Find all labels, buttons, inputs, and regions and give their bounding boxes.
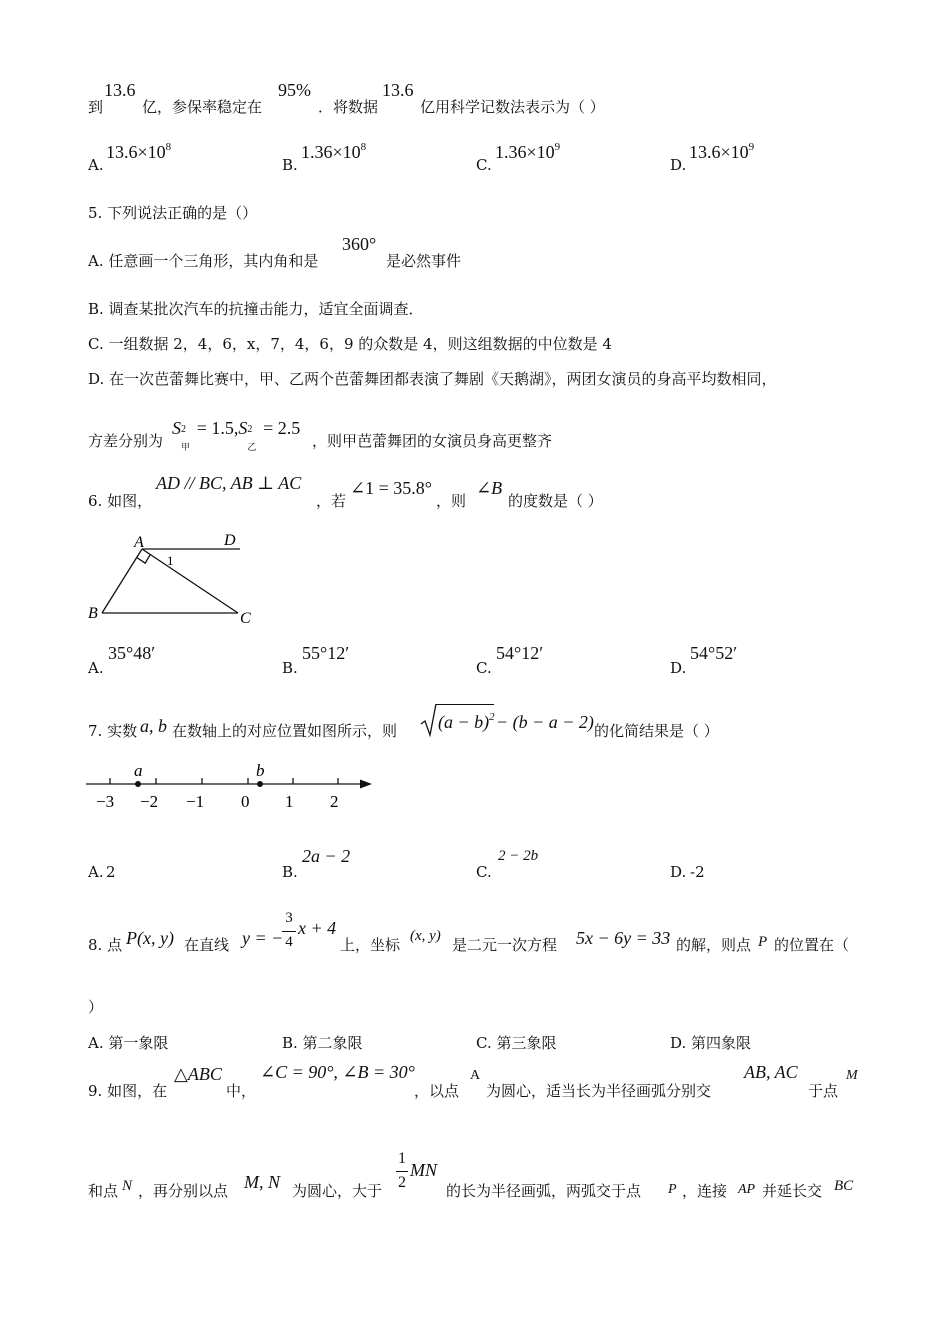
text: 的度数是（ ） — [508, 492, 603, 510]
text: 方差分别为 — [88, 432, 164, 450]
option-value: 2 − 2b — [498, 848, 539, 864]
text: 在数轴上的对应位置如图所示，则 — [172, 722, 398, 740]
line-ac — [142, 549, 238, 613]
math: − (b − a − 2) — [496, 712, 594, 732]
option-label: A. — [88, 863, 104, 881]
q5-stem: 5. 下列说法正确的是（） — [88, 204, 258, 222]
math: N — [122, 1178, 133, 1194]
q5-option-c: C. 一组数据 2，4，6，x，7，4，6，9 的众数是 4，则这组数据的中位数是 4 — [88, 335, 612, 353]
math: 95% — [278, 80, 311, 100]
math: ∠C = 90°, ∠B = 30° — [260, 1062, 415, 1082]
text: 8. 点 — [88, 936, 123, 954]
text: ，若 — [316, 492, 347, 510]
math: BC — [834, 1178, 854, 1194]
math: 13.6 — [382, 80, 414, 100]
math: $(a - b)^2$ — [438, 711, 495, 732]
label-d: D — [224, 532, 236, 549]
math: AP — [738, 1182, 756, 1197]
math: MN — [410, 1160, 437, 1180]
q7-number-line — [80, 760, 380, 820]
math: P(x, y) — [126, 928, 174, 948]
option-label: C. — [476, 863, 492, 881]
math: y = − — [242, 928, 284, 948]
option-value: 2 — [106, 863, 116, 881]
text: ，则甲芭蕾舞团的女演员身高更整齐 — [312, 432, 553, 450]
option-label: A. — [88, 156, 104, 174]
option-value: $1.36\times 10^8$ — [301, 141, 367, 162]
math: 13.6 — [104, 80, 136, 100]
tick-label: 2 — [330, 792, 339, 811]
tick-label: −3 — [96, 792, 115, 811]
text: ，以点 — [414, 1082, 460, 1100]
label-b: b — [256, 761, 265, 780]
q5-option-d-line1: D. 在一次芭蕾舞比赛中，甲、乙两个芭蕾舞团都表演了舞剧《天鹅湖》，两团女演员的身高平均数相同， — [88, 370, 777, 388]
text: 在直线 — [184, 936, 230, 954]
option-label: A. — [88, 659, 104, 677]
option-value: 55°12′ — [302, 643, 350, 663]
math: P — [668, 1182, 677, 1197]
text: 6. 如图， — [88, 492, 153, 510]
text: 并延长交 — [762, 1182, 823, 1200]
math: △ABC — [174, 1064, 222, 1084]
option: D. 第四象限 — [670, 1034, 752, 1052]
frac-den: 2 — [398, 1174, 406, 1191]
q6-figure — [80, 525, 280, 630]
text: 的长为半径画弧，两弧交于点 — [446, 1182, 642, 1200]
tick-label: 1 — [285, 792, 294, 811]
sqrt-bar — [436, 704, 494, 705]
math: A — [470, 1068, 481, 1083]
text: 亿，参保率稳定在 — [142, 98, 263, 116]
q8-stem-cont: ） — [88, 998, 104, 1016]
math: a, b — [140, 716, 167, 736]
text: 的解，则点 — [676, 936, 752, 954]
text: 中， — [226, 1082, 257, 1100]
option-label: B. — [282, 659, 298, 677]
math: P — [758, 934, 768, 950]
option-label: D. — [670, 156, 687, 174]
math: AD // BC, AB ⊥ AC — [156, 473, 302, 493]
option-label: D. — [670, 863, 687, 881]
math: ∠1 = 35.8° — [350, 478, 432, 498]
math: M, N — [244, 1172, 280, 1192]
math: x + 4 — [298, 918, 337, 938]
tick-label: 0 — [241, 792, 250, 811]
option-value: 54°12′ — [496, 643, 544, 663]
frac-bar — [396, 1171, 408, 1172]
math: (x, y) — [410, 928, 441, 944]
option-value: -2 — [690, 863, 705, 881]
option-value: $13.6\times 10^9$ — [689, 141, 755, 162]
right-angle-mark — [137, 554, 151, 563]
text: 和点 — [88, 1182, 119, 1200]
option-label: D. — [670, 659, 687, 677]
line-ab — [102, 549, 142, 613]
text: 的化简结果是（ ） — [594, 722, 719, 740]
label-b: B — [88, 605, 98, 622]
label-1: 1 — [167, 553, 174, 568]
option-label: C. — [476, 156, 492, 174]
frac-bar — [282, 931, 296, 932]
point-b — [257, 781, 263, 787]
frac-num: 1 — [398, 1150, 406, 1167]
label-c: C — [240, 610, 251, 627]
option-value: $1.36\times 10^9$ — [495, 141, 561, 162]
math: AB, AC — [744, 1062, 798, 1082]
math: 360° — [342, 234, 377, 254]
arrow-icon — [360, 780, 372, 789]
option-label: B. — [282, 156, 298, 174]
text: 9. 如图，在 — [88, 1082, 168, 1100]
text: 的位置在（ — [774, 936, 850, 954]
option-value: 2a − 2 — [302, 846, 351, 866]
option-label: B. — [282, 863, 298, 881]
text: ．将数据 — [318, 98, 379, 116]
text: 是二元一次方程 — [452, 936, 558, 954]
option: B. 第二象限 — [282, 1034, 363, 1052]
text: 于点 — [808, 1082, 839, 1100]
q5-option-b: B. 调查某批次汽车的抗撞击能力，适宜全面调查． — [88, 300, 424, 318]
text: A. 任意画一个三角形，其内角和是 — [88, 252, 319, 270]
text: 是必然事件 — [386, 252, 462, 270]
text: 到 — [88, 98, 104, 116]
tick-label: −1 — [186, 792, 205, 811]
math: M — [846, 1068, 858, 1083]
math: S 2 甲 = 1.5,S 2 乙 = 2.5 — [172, 418, 301, 453]
text: 为圆心，适当长为半径画弧分别交 — [486, 1082, 712, 1100]
option-label: C. — [476, 659, 492, 677]
text: 亿用科学记数法表示为（ ） — [420, 98, 605, 116]
text: 上，坐标 — [340, 936, 401, 954]
option-value: $13.6\times 10^8$ — [106, 141, 172, 162]
math: 5x − 6y = 33 — [576, 928, 671, 948]
option: C. 第三象限 — [476, 1034, 557, 1052]
label-a: A — [134, 534, 144, 551]
text: ，连接 — [682, 1182, 728, 1200]
frac-den: 4 — [285, 934, 293, 950]
text: ，则 — [436, 492, 467, 510]
option: A. 第一象限 — [88, 1034, 169, 1052]
text: ，再分别以点 — [138, 1182, 229, 1200]
option-value: 35°48′ — [108, 643, 156, 663]
sqrt-sign — [420, 702, 438, 738]
point-a — [135, 781, 141, 787]
label-a: a — [134, 761, 143, 780]
text: 7. 实数 — [88, 722, 138, 740]
option-value: 54°52′ — [690, 643, 738, 663]
math: ∠B — [476, 478, 503, 498]
tick-label: −2 — [140, 792, 159, 811]
text: 为圆心，大于 — [292, 1182, 383, 1200]
frac-num: 3 — [285, 910, 293, 926]
